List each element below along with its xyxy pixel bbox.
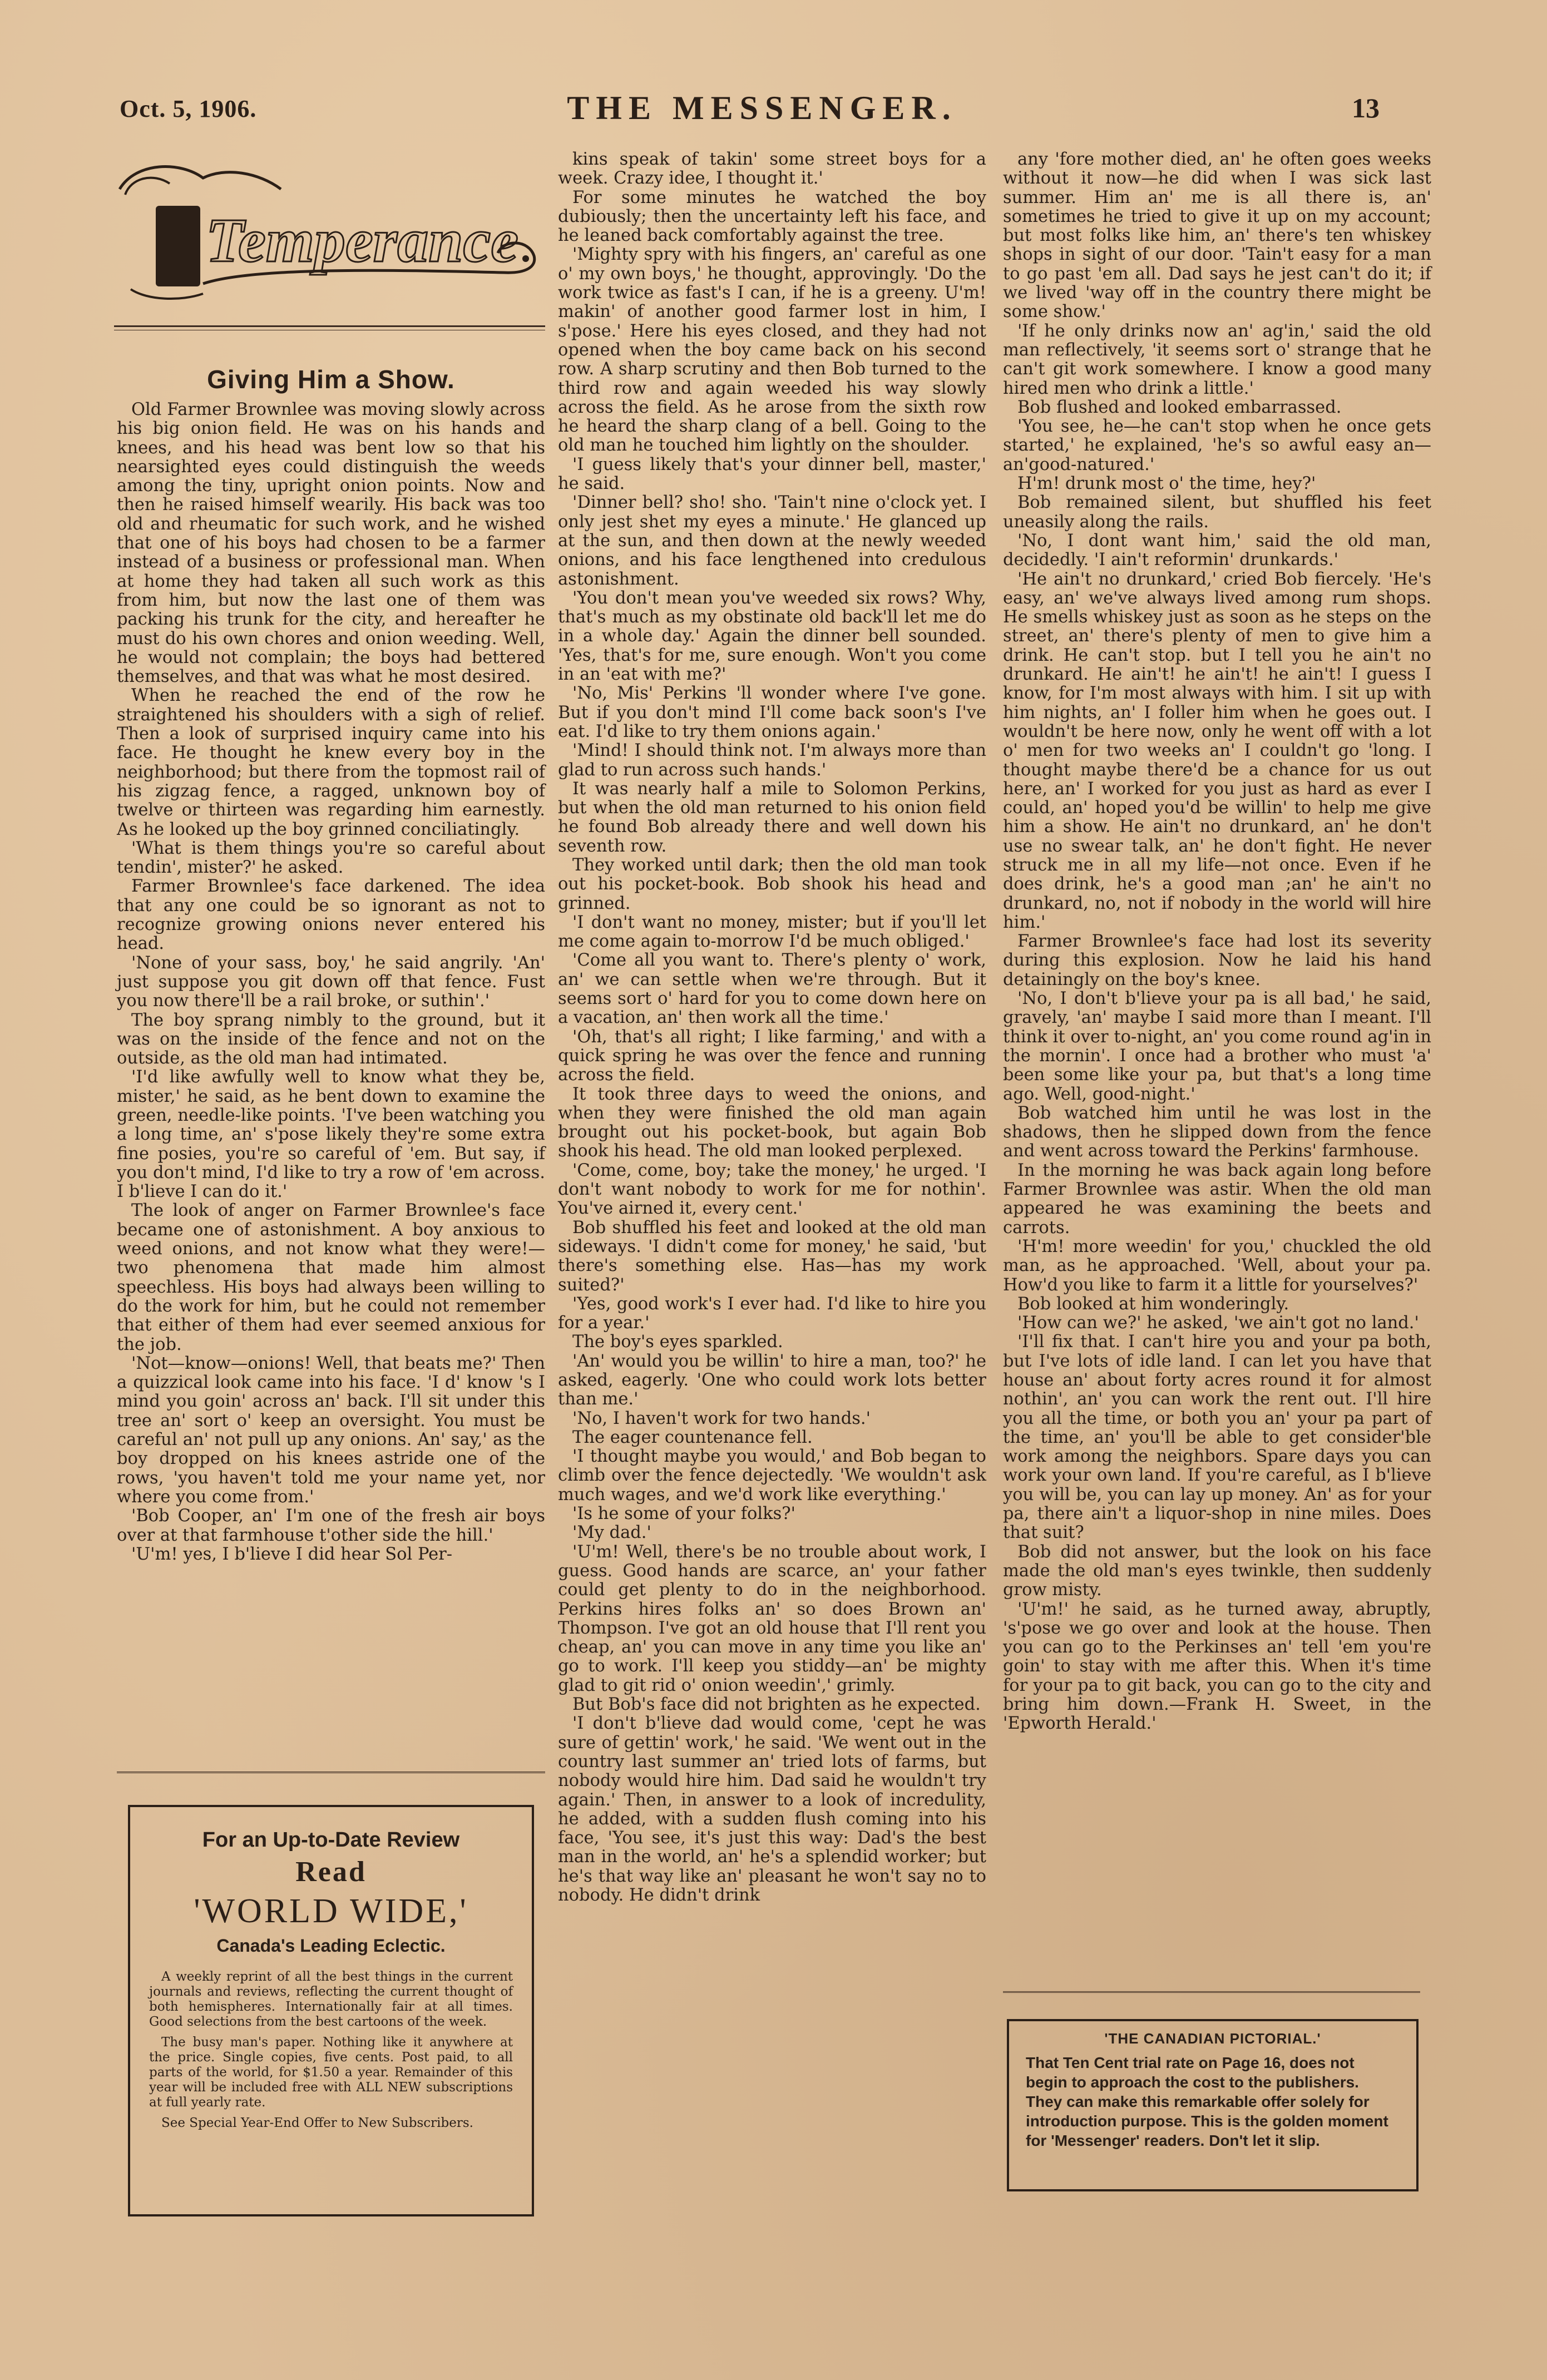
paragraph: 'Bob Cooper, an' I'm one of the fresh air boys over at that farmhouse t'other side the hill.' [117, 1506, 545, 1545]
paragraph: Bob watched him until he was lost in the shadows, then he slipped down from the fence and went across toward the Perkins' farmhouse. [1003, 1103, 1431, 1161]
paragraph: 'I'll fix that. I can't hire you and your pa both, but I've lots of idle land. I can let you have that house an' about forty acres round it for almost nothin', an' you can work the rent out. I'll hire you all the time, or both you an' your pa part of the time, an' you'll be able to get consider'ble work among the neighbors. Spare days you can work your own land. If you're careful, as I b'lieve you will be, you can lay up money. An' as for your pa, there ain't a liquor-shop in nine miles. Does that suit? [1003, 1332, 1431, 1543]
paragraph: 'He ain't no drunkard,' cried Bob fiercely. 'He's easy, an' we've always lived among rum shops. He smells whiskey just as soon as he steps on the street, an' there's plenty of men to give him a drink. He can't stop. but I tell you he ain't no drunkard. He ain't! he ain't! he ain't! I guess I know, for I'm most always with him. I sit up with him nights, an' I foller him when he goes out. I wouldn't be here now, only he went off with a lot o' men for two weeks an' I couldn't go 'long. I thought maybe there'd be a chance for us out here, an' I worked for you just as hard as ever I could, an' hoped you'd be willin' to help me give him a show. He ain't no drunkard, an' he don't use no swear talk, an' he don't fight. He never struck me in all my life—not once. Even if he does drink, he's a good man ;an' he ain't no drunkard, no, not if nobody in the world will hire him.' [1003, 569, 1431, 932]
paragraph: 'No, I haven't work for two hands.' [572, 1408, 871, 1428]
paragraph: 'U'm! Well, there's be no trouble about work, I guess. Good hands are scarce, an' your father could get plenty to do in the neighborhood. Perkins hires folks an' so does Brown an' Thompson. I've got an old house that I'll rent you cheap, an' you can move in any time you like an' go to work. I'll keep you stiddy—an' be mighty glad to git rid o' onion weedin',' grimly. [558, 1542, 986, 1695]
paragraph: 'If he only drinks now an' ag'in,' said the old man reflectively, 'it seems sort o' strange that he can't git work somewhere. I know a good many hired men who drink a little.' [1003, 321, 1431, 398]
paragraph: Bob did not answer, but the look on his face made the old man's eyes twinkle, then suddenly grow misty. [1003, 1542, 1431, 1600]
paragraph: In the morning he was back again long before Farmer Brownlee was astir. When the old man appeared he was examining the beets and carrots. [1003, 1160, 1431, 1238]
paragraph: When he reached the end of the row he straightened his shoulders with a sigh of relief. Then a look of surprised inquiry came into his face. He thought he knew every boy in the neighborhood; but there from the topmost rail of his zigzag fence, a ragged, unknown boy of twelve or thirteen was regarding him earnestly. As he looked up the boy grinned conciliatingly. [117, 686, 545, 839]
ad-headline: For an Up-to-Date Review [202, 1828, 460, 1852]
paragraph: It was nearly half a mile to Solomon Perkins, but when the old man returned to his onion field he found Bob already there and well down his seventh row. [558, 779, 986, 856]
paragraph: 'None of your sass, boy,' he said angrily. 'An' just suppose you git down off that fence. Fust you now there'll be a rail broke, or suthin'.' [117, 953, 545, 1011]
paragraph: The boy's eyes sparkled. [572, 1332, 783, 1352]
paragraph: 'I thought maybe you would,' and Bob began to climb over the fence dejectedly. 'We wouldn't ask much wages, and we'd work like everything.' [558, 1447, 986, 1505]
temperance-ornament-icon [114, 156, 545, 334]
issue-date: Oct. 5, 1906. [120, 95, 257, 122]
page-number: 13 [1352, 92, 1380, 123]
divider [1003, 1991, 1420, 1993]
divider [114, 325, 545, 327]
ad-paragraph: The busy man's paper. Nothing like it anywhere at the price. Single copies, five cents. Post paid, to all parts of the world, for $1.50 a year. Remainder of this year will be included free with ALL NEW subscriptions at full yearly rate. [149, 2035, 513, 2110]
ad-body: That Ten Cent trial rate on Page 16, does not begin to approach the cost to the publishers. They can make this remarkable offer solely for introduction purpose. This is the golden moment for 'Messenger' readers. Don't let it slip. [1026, 2054, 1388, 2149]
paragraph: The look of anger on Farmer Brownlee's face became one of astonishment. A boy anxious to weed onions, and not know what they were!—two phenomena that made him almost speechless. His boys had always been willing to do the work for him, but he could not remember that either of them had ever seemed anxious for the job. [117, 1201, 545, 1354]
paragraph: 'Not—know—onions! Well, that beats me?' Then a quizzical look came into his face. 'I d' know 's I mind you goin' across an' back. I'll sit under this tree an' sort o' keep an oversight. You must be careful an' not pull up any onions. An' say,' as the boy dropped on his knees astride one of the rows, 'you haven't told me your name yet, nor where you come from.' [117, 1353, 545, 1507]
paragraph: 'Oh, that's all right; I like farming,' and with a quick spring he was over the fence and running across the field. [558, 1027, 986, 1085]
paragraph: 'Come all you want to. There's plenty o' work, an' we can settle when we're through. But it seems sort o' hard for you to come down here on a vacation, an' then work all the time.' [558, 951, 986, 1028]
paragraph: 'No, I dont want him,' said the old man, decidedly. 'I ain't reformin' drunkards.' [1003, 531, 1431, 570]
paragraph: 'No, I don't b'lieve your pa is all bad,' he said, gravely, 'an' maybe I said more than I meant. I'll think it over to-night, an' you come round ag'in in the mornin'. I once had a brother who must 'a' been some like your pa, but that's a long time ago. Well, good-night.' [1003, 989, 1431, 1104]
paragraph: 'Mind! I should think not. I'm always more than glad to run across such hands.' [558, 741, 986, 780]
paragraph: 'Dinner bell? sho! sho. 'Tain't nine o'clock yet. I only jest shet my eyes a minute.' He glanced up at the sun, and then down at the newly weeded onions, and his face lengthened into credulous astonishment. [558, 493, 986, 589]
paragraph: For some minutes he watched the boy dubiously; then the uncertainty left his face, and he leaned back comfortably against the tree. [558, 187, 986, 246]
paragraph: 'I don't want no money, mister; but if you'll let me come again to-morrow I'd be much obliged.' [558, 912, 986, 952]
paragraph: 'U'm!' he said, as he turned away, abruptly, 's'pose we go over and look at the house. Then you can go to the Perkinses an' tell 'em you're goin' to stay with me after this. When it's time for your pa to git back, you can go to the city and bring him down.—Frank H. Sweet, in the 'Epworth Herald.' [1003, 1599, 1431, 1734]
story-title: Giving Him a Show. [207, 365, 455, 394]
paragraph: It took three days to weed the onions, and when they were finished the old man again brought out his pocket-book, but again Bob shook his head. The old man looked perplexed. [558, 1084, 986, 1161]
temperance-heading [114, 156, 545, 334]
paragraph: 'Come, come, boy; take the money,' he urged. 'I don't want nobody to work for me for nothin'. You've airned it, every cent.' [558, 1160, 986, 1219]
paragraph: Bob remained silent, but shuffled his feet uneasily along the rails. [1003, 493, 1431, 532]
paragraph: 'I guess likely that's your dinner bell, master,' he said. [558, 454, 986, 494]
paragraph: 'You see, he—he can't stop when he once gets started,' he explained, 'he's so awful easy an—an'good-natured.' [1003, 417, 1431, 474]
story-column-3 [1003, 150, 1431, 1734]
paragraph: 'I don't b'lieve dad would come, 'cept he was sure of gettin' work,' he said. 'We went out in the country last summer an' tried lots of farms, but nobody would hire him. Dad said he wouldn't try again.' Then, in answer to a look of incredulity, he added, with a sudden flush coming into his face, 'You see, it's just this way: Dad's the best man in the world, an' he's a splendid worker; but he's that way like an' pleasant he won't say no to nobody. He didn't drink [558, 1714, 986, 1906]
paragraph: kins speak of takin' some street boys for a week. Crazy idee, I thought it.' [558, 150, 986, 189]
paragraph: Bob shuffled his feet and looked at the old man sideways. 'I didn't come for money,' he said, 'but there's something else. Has—has my work suited?' [558, 1218, 986, 1295]
paragraph: any 'fore mother died, an' he often goes weeks without it now—he did when I was sick last summer. Him an' me is all there is, an' sometimes he tried to give it up on my account; but most folks like him, an' there's ten whiskey shops in sight of our door. 'Tain't easy for a man to go past 'em all. Dad says he jest can't do it; if we lived 'way off in the country there might be some show.' [1003, 150, 1431, 322]
paragraph: 'What is them things you're so careful about tendin', mister?' he asked. [117, 838, 545, 878]
paragraph: 'No, Mis' Perkins 'll wonder where I've gone. But if you don't mind I'll come back soon's I've eat. I'd like to try them onions again.' [558, 684, 986, 741]
paragraph: 'I'd like awfully well to know what they be, mister,' he said, as he bent down to examine the green, needle-like points. 'I've been watching you a long time, an' s'pose likely they're some extra fine posies, you're so careful of 'em. But say, if you don't mind, I'd like to try a row of 'em across. I b'lieve I can do it.' [117, 1067, 545, 1202]
ad-paragraph: See Special Year-End Offer to New Subscribers. [161, 2116, 473, 2130]
paragraph: But Bob's face did not brighten as he expected. [572, 1695, 981, 1715]
paragraph: 'You don't mean you've weeded six rows? Why, that's much as my obstinate old back'll let me do in a whole day.' Again the dinner bell sounded. 'Yes, that's for me, sure enough. Won't you come in an 'eat with me?' [558, 588, 986, 685]
story-column-2 [558, 150, 986, 1905]
paragraph: 'An' would you be willin' to hire a man, too?' he asked, eagerly. 'One who could work lots better than me.' [558, 1351, 986, 1409]
ad-body [149, 1970, 513, 2131]
paragraph: They worked until dark; then the old man took out his pocket-book. Bob shook his head and grinned. [558, 855, 986, 913]
paragraph: 'Yes, good work's I ever had. I'd like to hire you for a year.' [558, 1294, 986, 1333]
story-column-1 [117, 400, 545, 1564]
ad-read: Read [295, 1856, 367, 1888]
paragraph: 'H'm! more weedin' for you,' chuckled the old man, as he approached. 'Well, about your pa. How'd you like to farm it a little for yourselves?' [1003, 1236, 1431, 1295]
paragraph: 'U'm! yes, I b'lieve I did hear Sol Per- [131, 1544, 453, 1564]
divider [117, 1772, 545, 1773]
paragraph: H'm! drunk most o' the time, hey?' [1017, 474, 1316, 494]
world-wide-advertisement [128, 1805, 534, 2216]
ad-title: 'WORLD WIDE,' [194, 1892, 468, 1930]
canadian-pictorial-advertisement [1007, 2019, 1419, 2191]
ad-paragraph: A weekly reprint of all the best things in the current journals and reviews, reflecting the current thought of both hemispheres. Internationally fair at all times. Good selections from the best cartoons of the week. [149, 1970, 513, 2029]
paragraph: Bob flushed and looked embarrassed. [1017, 397, 1342, 417]
paragraph: 'How can we?' he asked, 'we ain't got no land.' [1017, 1313, 1419, 1333]
paragraph: Bob looked at him wonderingly. [1017, 1294, 1289, 1314]
ad-subtitle: Canada's Leading Eclectic. [216, 1936, 446, 1956]
paragraph: 'Mighty spry with his fingers, an' careful as one o' my own boys,' he thought, approvingly. 'Do the work twice as fast's I can, if he is a greeny. U'm! makin' of another good farmer lost in him, I s'pose.' Here his eyes closed, and they had not opened when the boy came back on his second row. A sharp scrutiny and then Bob turned to the third row and again weeded his way slowly across the field. As he arose from the sixth row he heard the sharp clang of a bell. Going to the old man he touched him lightly on the shoulder. [558, 245, 986, 456]
paragraph: 'My dad.' [572, 1523, 651, 1543]
paragraph: Farmer Brownlee's face had lost its severity during this explosion. Now he laid his hand detainingly on the boy's knee. [1003, 932, 1431, 989]
paragraph: The eager countenance fell. [572, 1427, 813, 1447]
paragraph: Farmer Brownlee's face darkened. The idea that any one could be so ignorant as not to recognize growing onions never entered his head. [117, 877, 545, 954]
temperance-heading-text: Temperance [206, 206, 518, 275]
ad-heading: 'THE CANADIAN PICTORIAL.' [1104, 2030, 1321, 2047]
masthead-title: THE MESSENGER. [567, 90, 957, 126]
paragraph: Old Farmer Brownlee was moving slowly across his big onion field. He was on his hands and knees, and his head was bent low so that his nearsighted eyes could distinguish the weeds among the tiny, upright onion points. Now and then he raised himself wearily. His back was too old and rheumatic for such work, and he wished that one of his boys had chosen to be a farmer instead of a business or professional man. When at home they had taken all such work as this from him, but now the last one of them was packing his trunk for the city, and hereafter he must do his own chores and onion weeding. Well, he would not complain; the boys had bettered themselves, and that was what he most desired. [117, 400, 545, 687]
paragraph: 'Is he some of your folks?' [572, 1504, 795, 1524]
paragraph: The boy sprang nimbly to the ground, but it was on the inside of the fence and not on the outside, as the old man had intimated. [117, 1010, 545, 1068]
